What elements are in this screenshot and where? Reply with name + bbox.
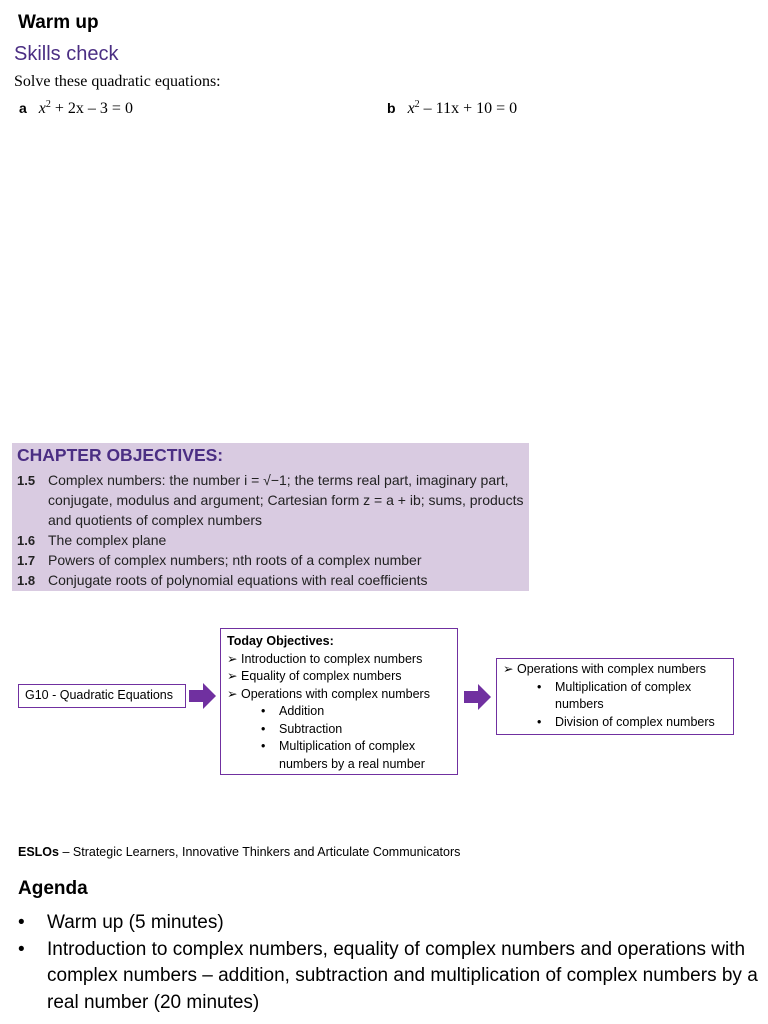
objective-text: Conjugate roots of polynomial equations with real coefficients — [48, 572, 428, 588]
skills-check-heading: Skills check — [14, 43, 119, 65]
today-item — [227, 668, 451, 686]
today-item — [227, 651, 451, 669]
next-subitem: • Multiplication of complex numbers — [503, 679, 727, 714]
objective-number: 1.7 — [17, 553, 36, 568]
previous-topic-box — [18, 684, 186, 708]
objective-number: 1.6 — [17, 533, 36, 548]
flow-arrow-icon — [189, 683, 217, 709]
today-objectives-box — [220, 628, 458, 775]
equation-label: b — [387, 100, 396, 116]
today-item-label: Introduction to complex numbers — [241, 651, 423, 666]
next-subitem: • Division of complex numbers — [503, 714, 727, 732]
agenda-title: Agenda — [18, 878, 88, 899]
today-subitem: • Addition — [227, 703, 451, 721]
today-subitem: • Subtraction — [227, 721, 451, 739]
arrow-bullet-icon: ➢ — [227, 651, 238, 666]
equation-a — [19, 100, 133, 118]
equation-var: x — [407, 100, 415, 117]
equation-b — [387, 100, 517, 118]
arrow-bullet-icon: ➢ — [227, 669, 238, 683]
equation-rest: – 11x + 10 = 0 — [419, 100, 518, 117]
today-subitem: • Multiplication of complex numbers by a real number — [227, 738, 451, 773]
equation-exponent: 2 — [414, 99, 420, 110]
next-topic-box — [496, 658, 734, 735]
equation-label: a — [19, 100, 27, 116]
objective-number: 1.5 — [17, 473, 36, 488]
warmup-title: Warm up — [18, 12, 99, 33]
objective-row — [17, 550, 524, 571]
today-item — [227, 686, 451, 704]
objective-row — [17, 470, 524, 530]
agenda-list — [18, 910, 758, 1016]
today-objectives-title: Today Objectives: — [227, 634, 334, 648]
chapter-objectives-title: CHAPTER OBJECTIVES: — [17, 445, 224, 465]
equation-var: x — [38, 100, 46, 117]
chapter-objectives-box — [12, 443, 529, 591]
objective-text: Powers of complex numbers; nth roots of a complex number — [48, 552, 422, 568]
arrow-bullet-icon: ➢ — [227, 686, 238, 701]
previous-topic-label: G10 - Quadratic Equations — [25, 688, 173, 702]
objective-row — [17, 530, 524, 551]
objective-number: 1.8 — [17, 573, 36, 588]
arrow-bullet-icon: ➢ — [503, 662, 514, 676]
instruction-text: Solve these quadratic equations: — [14, 73, 221, 90]
eslos-label: ESLOs — [18, 845, 59, 859]
equation-rest: + 2x – 3 = 0 — [50, 100, 133, 117]
today-item-label: Equality of complex numbers — [241, 669, 402, 683]
eslos-text: – Strategic Learners, Innovative Thinkers and Articulate Communicators — [59, 845, 461, 859]
agenda-item: • Introduction to complex numbers, equality of complex numbers and operations with complex numbers – addition, subtraction and multiplication of complex numbers by a real number (20 minutes) — [18, 937, 758, 1017]
objective-text: Complex numbers: the number i = √−1; the terms real part, imaginary part, conjugate, modulus and argument; Cartesian form z = a + ib; sums, products and quotients of complex numbers — [48, 472, 524, 528]
flow-arrow-icon — [464, 684, 492, 710]
objective-row — [17, 570, 524, 591]
today-item-label: Operations with complex numbers — [241, 686, 430, 701]
eslos-line — [18, 845, 460, 859]
next-item — [503, 661, 727, 679]
agenda-item: • Warm up (5 minutes) — [18, 910, 758, 937]
objective-text: The complex plane — [48, 532, 167, 548]
next-item-label: Operations with complex numbers — [517, 662, 706, 676]
equation-exponent: 2 — [45, 99, 51, 110]
